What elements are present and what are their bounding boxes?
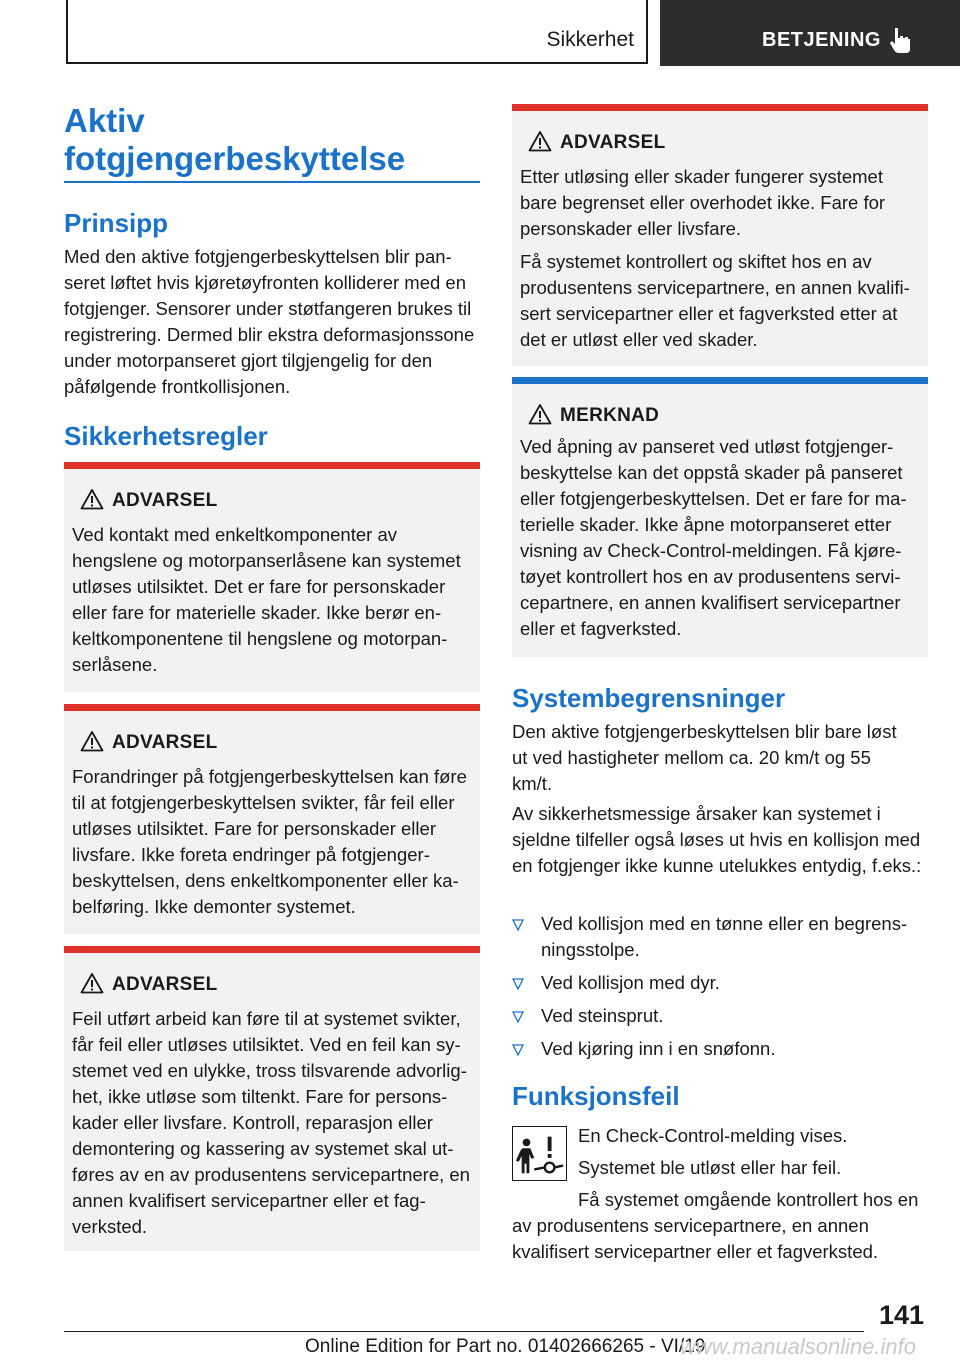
warning-triangle-icon [80,972,104,994]
sikkerhetsregler-heading: Sikkerhetsregler [64,421,268,451]
list-item [512,911,928,963]
page-number: 141 [878,1300,924,1330]
pedestrian-protection-warning-icon [512,1126,567,1181]
warning-label: ADVARSEL [112,974,218,995]
warning-label: ADVARSEL [112,732,218,753]
triangle-bullet-icon [512,919,524,931]
funksjonsfeil-line-2: Systemet ble utløst eller har feil. [578,1157,842,1178]
edition-text: Online Edition for Part no. 01402666265 - VI/19 [305,1336,706,1357]
title-divider [64,181,480,183]
warning-box-1 [64,462,480,692]
list-item [512,1003,928,1029]
warning-box-2 [64,704,480,934]
notice-bar [512,377,928,384]
warning-text-part-1: Etter utløsing eller skader fungerer systemet bare begrenset eller overhodet ikke. Fare for personskader eller livsfare. [520,166,886,239]
footer-divider [64,1331,864,1332]
page-header [0,0,960,66]
triangle-bullet-icon [512,1044,524,1056]
systembegrensninger-text-1: Den aktive fotgjengerbeskyttelsen blir bare løst ut ved hastigheter mellom ca. 20 km/t og 55 km/t. [512,721,897,794]
notice-box [512,377,928,657]
page-title [64,102,480,178]
funksjonsfeil-heading: Funksjonsfeil [512,1081,680,1111]
warning-label: ADVARSEL [560,132,666,153]
warning-bar [64,946,480,953]
notice-text: Ved åpning av panseret ved utløst fotgjengerbeskyttelse kan det oppstå skader på panseret eller fotgjengerbeskyttelsen. Det er fare for materielle skader. Ikke åpne motorpanseret etter visning av Check-Control-meldingen. Få kjøretøyet kontrollert hos en av produsentens servicepartnere, en annen kvalifisert servicepartner eller et fagverksted. [520,436,907,639]
section-label: Sikkerhet [546,28,634,51]
list-item-text: Ved kjøring inn i en snøfonn. [541,1038,776,1059]
warning-text [520,164,922,360]
warning-label: ADVARSEL [112,490,218,511]
warning-text: Forandringer på fotgjengerbeskyttelsen kan føre til at fotgjengerbeskyttelsen svikter, får feil eller utløses utilsiktet. Fare for personskader eller livsfare. Ikke foreta endringer på fotgjengerbeskyttelsen, dens enkeltkomponenter eller kabelføring. Ikke demonter systemet. [72,766,467,917]
warning-text: Ved kontakt med enkeltkomponenter av hengslene og motorpanserlåsene kan systemet utløses utilsiktet. Det er fare for personskader eller fare for materielle skader. Ikke berør enkeltkomponentene til hengslene og motorpanserlåsene. [72,524,461,675]
funksjonsfeil-line-1: En Check-Control-melding vises. [578,1125,848,1146]
chapter-tab [660,0,960,66]
warning-bar [64,704,480,711]
chapter-label: BETJENING [762,29,881,51]
warning-triangle-icon [80,488,104,510]
title-line-2: fotgjengerbeskyttelse [64,140,406,177]
title-line-1: Aktiv [64,102,145,139]
systembegrensninger-text-2: Av sikkerhetsmessige årsaker kan systemet i sjeldne tilfeller også løses ut hvis en kollisjon med en fotgjenger ikke kunne utelukkes entydig, f.eks.: [512,803,922,876]
list-item [512,1036,928,1062]
pointing-hand-icon [886,25,916,55]
prinsipp-text: Med den aktive fotgjengerbeskyttelsen blir panseret løftet hvis kjøretøyfronten kolliderer med en fotgjenger. Sensorer under støtfangeren brukes til registrering. Dermed blir ekstra deformasjonssone under motorpanseret gjort tilgjengelig for den påfølgende frontkollisjonen. [64,246,475,397]
triangle-bullet-icon [512,978,524,990]
triangle-bullet-icon [512,1011,524,1023]
warning-text: Feil utført arbeid kan føre til at systemet svikter, får feil eller utløses utilsiktet. Ved en feil kan systemet ved en ulykke, tross tilsvarende advorlighet, ikke utløse som tiltenkt. Fare for personskader eller livsfare. Kontroll, reparasjon eller demontering og kassering av systemet skal utføres av en av produsentens servicepartnere, en annen kvalifisert servicepartner eller et fagverksted. [72,1008,470,1237]
list-item-text: Ved steinsprut. [541,1005,664,1026]
warning-box-4 [512,104,928,366]
section-tab [66,0,648,64]
notice-label: MERKNAD [560,405,660,426]
list-item-text: Ved kollisjon med dyr. [541,972,720,993]
watermark: www.manualsonline.info [680,1334,917,1359]
list-item-text: Ved kollisjon med en tønne eller en begrensningsstolpe. [541,913,908,960]
warning-triangle-icon [80,730,104,752]
warning-triangle-icon [528,130,552,152]
warning-bar [64,462,480,469]
warning-box-3 [64,946,480,1251]
prinsipp-heading: Prinsipp [64,208,169,238]
systembegrensninger-heading: Systembegrensninger [512,683,786,713]
funksjonsfeil-line-3: Få systemet omgående kontrollert hos en av produsentens servicepartnere, en annen kvalifisert servicepartner eller et fagverksted. [512,1189,919,1262]
warning-triangle-icon [528,403,552,425]
warning-bar [512,104,928,111]
limitation-list [512,911,928,1069]
list-item [512,970,928,996]
warning-text-part-2: Få systemet kontrollert og skiftet hos en av produsentens servicepartnere, en annen kvalifisert servicepartner eller et fagverksted etter at det er utløst eller ved skader. [520,251,910,350]
